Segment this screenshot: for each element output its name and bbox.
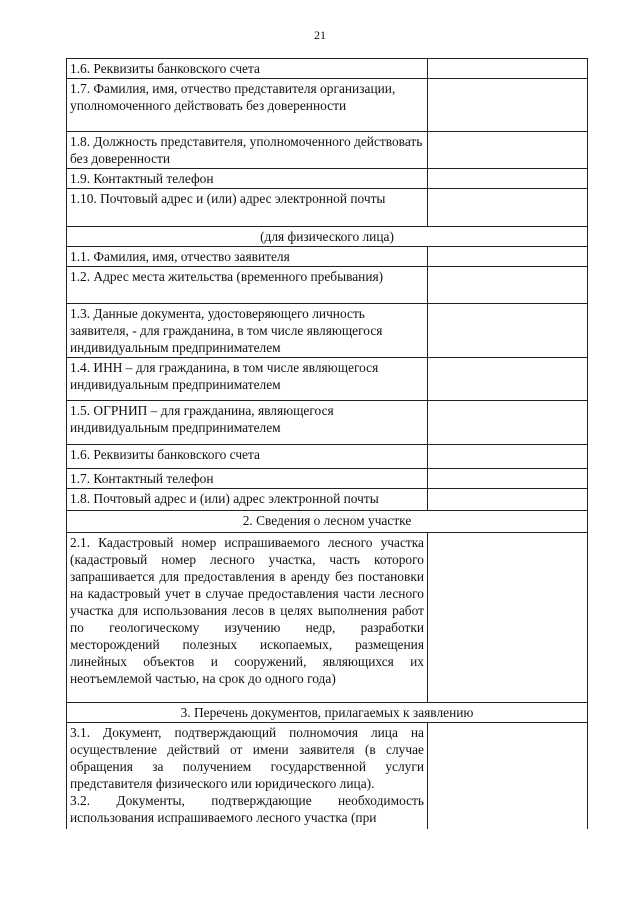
table-row bbox=[67, 79, 588, 132]
value-field[interactable] bbox=[428, 489, 588, 511]
value-field[interactable] bbox=[428, 247, 588, 267]
value-field[interactable] bbox=[428, 358, 588, 401]
table-row bbox=[67, 445, 588, 469]
table-row bbox=[67, 189, 588, 227]
value-field[interactable] bbox=[428, 469, 588, 489]
row-label: 1.9. Контактный телефон bbox=[67, 169, 428, 189]
value-field[interactable] bbox=[428, 79, 588, 132]
row-label: 1.6. Реквизиты банковского счета bbox=[67, 445, 428, 469]
table-row bbox=[67, 169, 588, 189]
section-header-row bbox=[67, 511, 588, 533]
table-row bbox=[67, 358, 588, 401]
row-label: 1.5. ОГРНИП – для гражданина, являющегося индивидуальным предпринимателем bbox=[67, 401, 428, 445]
row-label: 1.2. Адрес места жительства (временного пребывания) bbox=[67, 267, 428, 304]
row-label: 1.6. Реквизиты банковского счета bbox=[67, 59, 428, 79]
section-3-item-1: 3.1. Документ, подтверждающий полномочия лица на осуществление действий от имени заявителя (в случае обращения за получением государственной услуги представителя физического или юридического лица). bbox=[70, 725, 424, 791]
value-field[interactable] bbox=[428, 267, 588, 304]
table-row bbox=[67, 489, 588, 511]
value-field[interactable] bbox=[428, 533, 588, 703]
value-field[interactable] bbox=[428, 59, 588, 79]
row-label: 1.1. Фамилия, имя, отчество заявителя bbox=[67, 247, 428, 267]
section-3-item-2: 3.2. Документы, подтверждающие необходимость использования испрашиваемого лесного участка (при bbox=[70, 793, 424, 825]
row-label: 1.8. Должность представителя, уполномоченного действовать без доверенности bbox=[67, 132, 428, 169]
value-field[interactable] bbox=[428, 169, 588, 189]
row-label: 1.8. Почтовый адрес и (или) адрес электронной почты bbox=[67, 489, 428, 511]
subheader-row bbox=[67, 227, 588, 247]
row-label: 1.3. Данные документа, удостоверяющего личность заявителя, - для гражданина, в том числе являющегося индивидуальным предпринимателем bbox=[67, 304, 428, 358]
individual-subheader: (для физического лица) bbox=[67, 227, 588, 247]
value-field[interactable] bbox=[428, 401, 588, 445]
section-3-title: 3. Перечень документов, прилагаемых к заявлению bbox=[67, 703, 588, 723]
table-row bbox=[67, 267, 588, 304]
value-field[interactable] bbox=[428, 189, 588, 227]
row-label: 1.7. Фамилия, имя, отчество представителя организации, уполномоченного действовать без доверенности bbox=[67, 79, 428, 132]
table-row bbox=[67, 59, 588, 79]
row-label: 1.4. ИНН – для гражданина, в том числе являющегося индивидуальным предпринимателем bbox=[67, 358, 428, 401]
section-2-item: 2.1. Кадастровый номер испрашиваемого лесного участка (кадастровый номер лесного участка, часть которого запрашивается для предоставления в аренду без постановки на кадастровый учет в случае предоставления части лесного участка для использования лесов в целях выполнения работ по геологическому изучению недр, разработки месторождений полезных ископаемых, размещения линейных объектов и сооружений, являющихся их неотъемлемой частью, на срок до одного года) bbox=[67, 533, 428, 703]
application-form-table bbox=[66, 58, 588, 858]
table-row bbox=[67, 401, 588, 445]
table-row bbox=[67, 533, 588, 703]
table-row bbox=[67, 469, 588, 489]
row-label: 1.10. Почтовый адрес и (или) адрес электронной почты bbox=[67, 189, 428, 227]
table-row bbox=[67, 132, 588, 169]
section-header-row bbox=[67, 703, 588, 723]
table-row bbox=[67, 304, 588, 358]
section-2-title: 2. Сведения о лесном участке bbox=[67, 511, 588, 533]
page-number: 21 bbox=[314, 28, 326, 42]
table-row bbox=[67, 247, 588, 267]
page-bottom-margin bbox=[0, 829, 640, 909]
value-field[interactable] bbox=[428, 132, 588, 169]
value-field[interactable] bbox=[428, 304, 588, 358]
value-field[interactable] bbox=[428, 445, 588, 469]
row-label: 1.7. Контактный телефон bbox=[67, 469, 428, 489]
